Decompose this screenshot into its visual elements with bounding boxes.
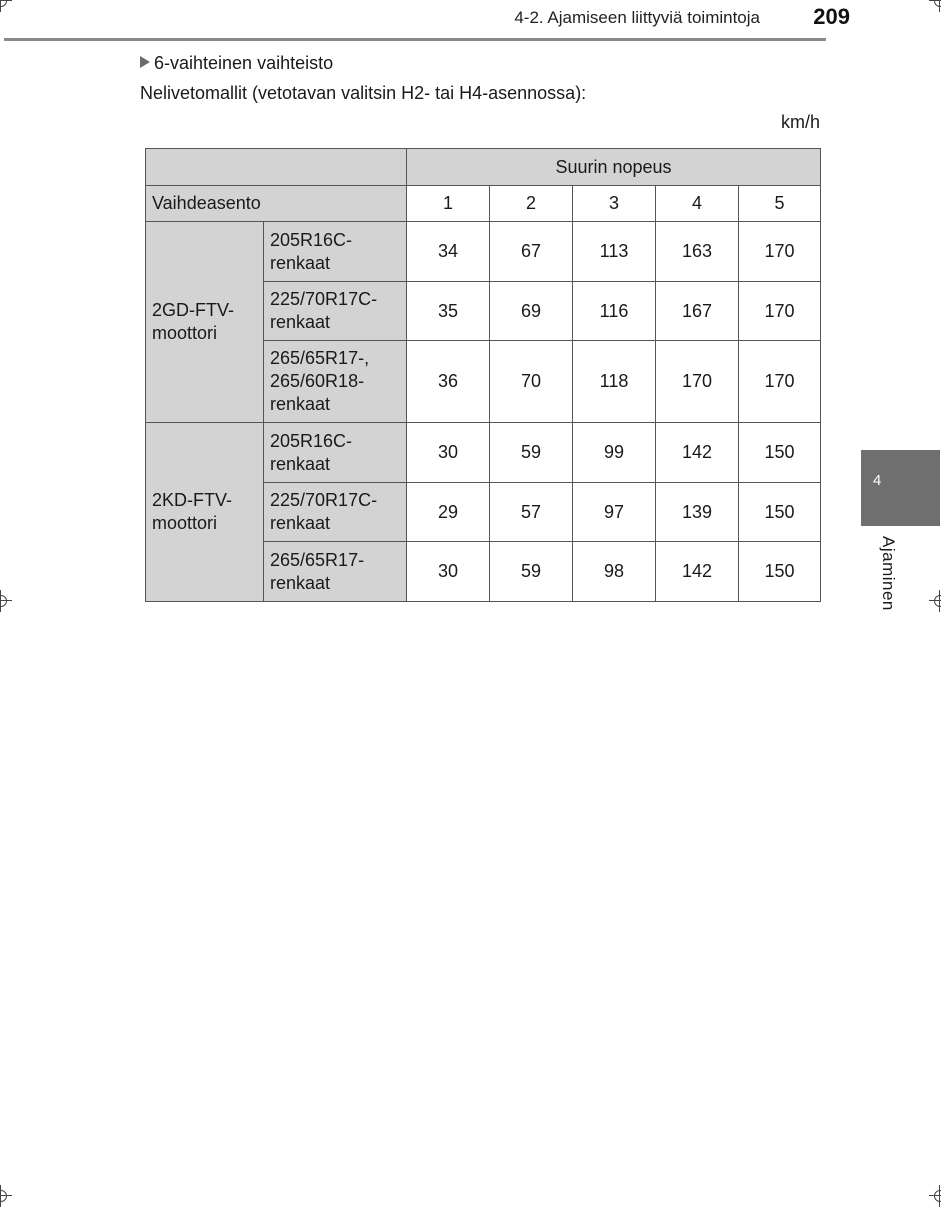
engine-cell	[146, 222, 264, 423]
speed-value: 139	[656, 483, 739, 542]
max-speed-header: Suurin nopeus	[407, 149, 821, 186]
speed-value: 113	[573, 222, 656, 282]
speed-value: 30	[407, 542, 490, 602]
registration-mark-icon	[929, 1185, 941, 1207]
engine-label: 2GD-FTV- moottori	[152, 300, 235, 343]
tire-cell: 225/70R17C- renkaat	[264, 483, 407, 542]
speed-value: 150	[739, 483, 821, 542]
page-number: 209	[813, 4, 850, 29]
tire-cell: 265/65R17- renkaat	[264, 542, 407, 602]
speed-value: 116	[573, 282, 656, 341]
speed-value: 30	[407, 423, 490, 483]
speed-value: 59	[490, 423, 573, 483]
registration-mark-icon	[0, 590, 12, 612]
section-heading-text: 6-vaihteinen vaihteisto	[154, 53, 334, 73]
speed-value: 150	[739, 542, 821, 602]
speed-value: 142	[656, 542, 739, 602]
gear-label: Vaihdeasento	[146, 186, 407, 222]
unit-label: km/h	[780, 112, 820, 132]
speed-value: 34	[407, 222, 490, 282]
gear-number: 4	[656, 186, 739, 222]
triangle-bullet-icon	[140, 56, 150, 68]
intro-text: Nelivetomallit (vetotavan valitsin H2- tai H4-asennossa):	[140, 83, 587, 103]
speed-value: 69	[490, 282, 573, 341]
speed-value: 97	[573, 483, 656, 542]
speed-value: 170	[739, 282, 821, 341]
speed-value: 163	[656, 222, 739, 282]
gear-number: 1	[407, 186, 490, 222]
tire-cell: 205R16C- renkaat	[264, 222, 407, 282]
speed-value: 70	[490, 341, 573, 423]
gear-number: 3	[573, 186, 656, 222]
speed-value: 118	[573, 341, 656, 423]
gear-number: 2	[490, 186, 573, 222]
speed-value: 29	[407, 483, 490, 542]
speed-value: 170	[656, 341, 739, 423]
registration-mark-icon	[929, 590, 941, 612]
speed-value: 36	[407, 341, 490, 423]
max-speed-table	[145, 148, 821, 602]
section-title: 4-2. Ajamiseen liittyviä toimintoja	[514, 8, 760, 27]
chapter-label: Ajaminen	[879, 536, 898, 611]
table-row	[146, 423, 821, 483]
speed-value: 142	[656, 423, 739, 483]
engine-label: 2KD-FTV- moottori	[152, 490, 233, 533]
speed-value: 150	[739, 423, 821, 483]
tire-cell: 265/65R17-, 265/60R18- renkaat	[264, 341, 407, 423]
speed-value: 170	[739, 222, 821, 282]
engine-cell	[146, 423, 264, 602]
gear-row	[146, 186, 821, 222]
chapter-number: 4	[873, 472, 882, 489]
registration-mark-icon	[929, 0, 941, 12]
speed-value: 35	[407, 282, 490, 341]
speed-value: 67	[490, 222, 573, 282]
tire-cell: 205R16C- renkaat	[264, 423, 407, 483]
corner-cell	[146, 149, 407, 186]
header-rule	[4, 38, 826, 41]
tire-cell: 225/70R17C- renkaat	[264, 282, 407, 341]
speed-value: 57	[490, 483, 573, 542]
registration-mark-icon	[0, 0, 12, 12]
section-heading	[140, 53, 333, 74]
speed-value: 59	[490, 542, 573, 602]
speed-value: 99	[573, 423, 656, 483]
table-row	[146, 222, 821, 282]
speed-value: 167	[656, 282, 739, 341]
speed-value: 170	[739, 341, 821, 423]
registration-mark-icon	[0, 1185, 12, 1207]
speed-value: 98	[573, 542, 656, 602]
gear-number: 5	[739, 186, 821, 222]
